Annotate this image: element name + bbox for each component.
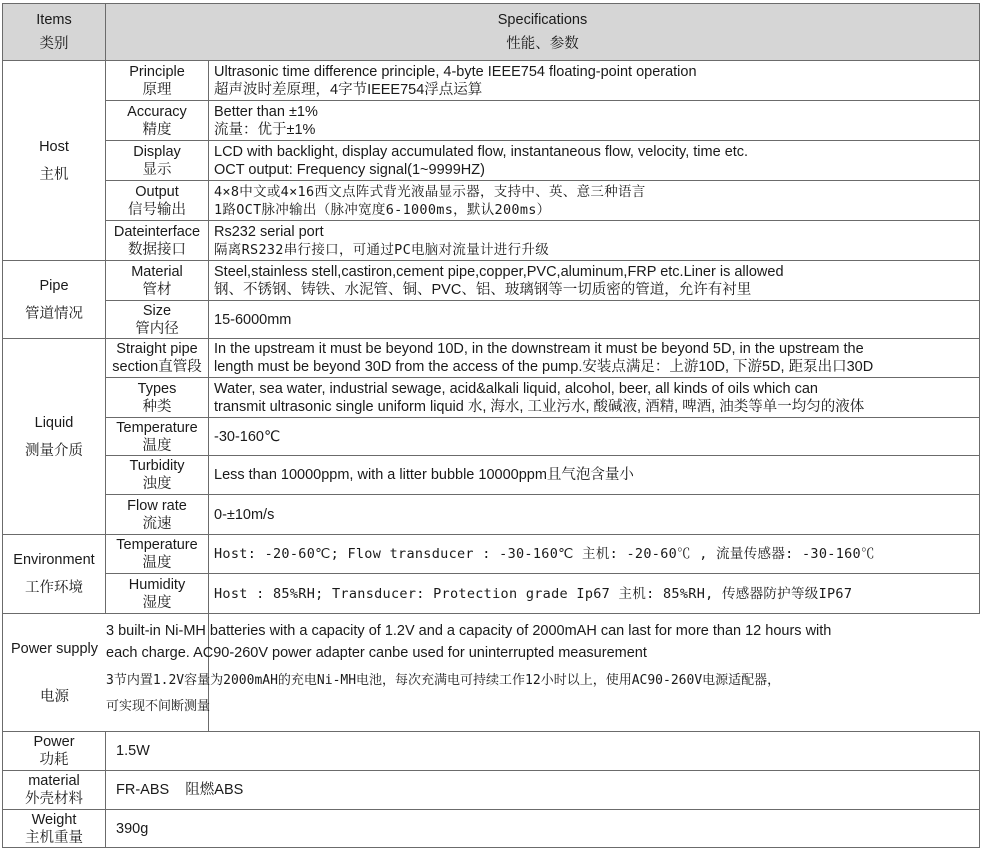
sub-item-dateinterface: Dateinterface 数据接口 (106, 221, 209, 261)
table-row (3, 261, 980, 301)
spec-table (2, 3, 980, 848)
sub-item-humidity: Humidity 湿度 (106, 574, 209, 614)
section-label-en: Environment (13, 552, 95, 568)
value-principle: Ultrasonic time difference principle, 4-byte IEEE754 floating-point operation 超声波时差原理，4字节IEEE754浮点运算 (209, 61, 980, 101)
table-row (3, 574, 980, 614)
section-label-cn: 工作环境 (25, 580, 83, 596)
value-turbidity: Less than 10000ppm, with a litter bubble 10000ppm且气泡含量小 (209, 456, 980, 495)
header-spec-en: Specifications (497, 12, 588, 28)
power-supply-line3: 3节内置1.2V容量为2000mAH的充电Ni-MH电池，每次充满电可持续工作12小时以上，使用AC90-260V电源适配器， (106, 673, 781, 688)
value-display: LCD with backlight, display accumulated flow, instantaneous flow, velocity, time etc. OCT output: Frequency signal(1~9999HZ) (209, 141, 980, 181)
sub-item-material: Material 管材 (106, 261, 209, 301)
sub-item-accuracy: Accuracy 精度 (106, 101, 209, 141)
value-accuracy: Better than ±1% 流量：优于±1% (209, 101, 980, 141)
value-weight: 390g (106, 810, 980, 848)
power-supply-line2: each charge. AC90-260V power adapter canbe used for uninterrupted measurement (106, 645, 647, 661)
header-spec-cell (106, 4, 980, 61)
item-power: Power 功耗 (3, 732, 106, 771)
section-label-cn: 管道情况 (25, 305, 83, 322)
header-items-cell (3, 4, 106, 61)
section-label-en: Pipe (39, 277, 69, 294)
header-row (3, 4, 980, 61)
power-supply-line4: 可实现不间断测量 (106, 699, 211, 714)
power-supply-text (106, 620, 978, 720)
sub-item-size: Size 管内径 (106, 301, 209, 339)
item-weight: Weight 主机重量 (3, 810, 106, 848)
table-row (3, 301, 980, 339)
value-types: Water, sea water, industrial sewage, acid&alkali liquid, alcohol, beer, all kinds of oils which can transmit ultrasonic single uniform liquid 水, 海水, 工业污水, 酸碱液, 酒精, 啤酒, 油类等单一均匀的液体 (209, 378, 980, 418)
section-environment (3, 535, 106, 614)
table-row (3, 456, 980, 495)
value-straight-pipe: In the upstream it must be beyond 10D, in the downstream it must be beyond 5D, in the upstream the length must be beyond 30D from the access of the pump.安装点满足：上游10D, 下游5D, 距泵出口30D (209, 339, 980, 378)
section-liquid (3, 339, 106, 535)
section-label-en: Liquid (34, 414, 74, 431)
table-row (3, 101, 980, 141)
table-row (3, 141, 980, 181)
power-supply-line1: 3 built-in Ni-MH batteries with a capacity of 1.2V and a capacity of 2000mAH can last for more than 12 hours with (106, 623, 832, 639)
sub-item-principle: Principle 原理 (106, 61, 209, 101)
value-env-temperature: Host: -20-60℃; Flow transducer : -30-160℃ 主机: -20-60℃ , 流量传感器: -30-160℃ (209, 535, 980, 574)
sub-item-straight-pipe: Straight pipe section直管段 (106, 339, 209, 378)
table-row (3, 221, 980, 261)
header-items-cn: 类别 (39, 36, 69, 52)
section-label-cn: 电源 (40, 688, 69, 705)
value-power: 1.5W (106, 732, 980, 771)
sub-item-output: Output 信号输出 (106, 181, 209, 221)
table-row (3, 810, 980, 848)
table-row (3, 418, 980, 456)
sub-item-temperature: Temperature 温度 (106, 418, 209, 456)
table-row (3, 732, 980, 771)
sub-item-turbidity: Turbidity 浊度 (106, 456, 209, 495)
sub-item-env-temperature: Temperature 温度 (106, 535, 209, 574)
sub-item-display: Display 显示 (106, 141, 209, 181)
table-row (3, 495, 980, 535)
value-dateinterface: Rs232 serial port 隔离RS232串行接口，可通过PC电脑对流量计进行升级 (209, 221, 980, 261)
section-host (3, 61, 106, 261)
table-row (3, 378, 980, 418)
table-row (3, 535, 980, 574)
header-items-en: Items (36, 12, 72, 28)
table-row (3, 339, 980, 378)
section-pipe (3, 261, 106, 339)
section-label-en: Host (39, 138, 69, 155)
section-label-en: Power supply (10, 640, 99, 657)
value-material: Steel,stainless stell,castiron,cement pipe,copper,PVC,aluminum,FRP etc.Liner is allowed 钢、不锈钢、铸铁、水泥管、铜、PVC、铝、玻璃钢等一切质密的管道，允许有衬里 (209, 261, 980, 301)
value-temperature: -30-160℃ (209, 418, 980, 456)
section-label-cn: 测量介质 (25, 442, 83, 459)
table-row (3, 181, 980, 221)
sub-item-types: Types 种类 (106, 378, 209, 418)
table-row (3, 61, 980, 101)
section-label-cn: 主机 (39, 166, 69, 183)
sub-item-flow-rate: Flow rate 流速 (106, 495, 209, 535)
header-spec-cn: 性能、参数 (506, 36, 579, 52)
value-humidity: Host : 85%RH; Transducer: Protection grade Ip67 主机: 85%RH, 传感器防护等级IP67 (209, 574, 980, 614)
value-flow-rate: 0-±10m/s (209, 495, 980, 535)
table-row (3, 771, 980, 810)
item-material: material 外壳材料 (3, 771, 106, 810)
value-housing-material: FR-ABS 阻燃ABS (106, 771, 980, 810)
value-output: 4×8中文或4×16西文点阵式背光液晶显示器，支持中、英、意三种语言 1路OCT脉冲输出（脉冲宽度6-1000ms，默认200ms） (209, 181, 980, 221)
value-size: 15-6000mm (209, 301, 980, 339)
